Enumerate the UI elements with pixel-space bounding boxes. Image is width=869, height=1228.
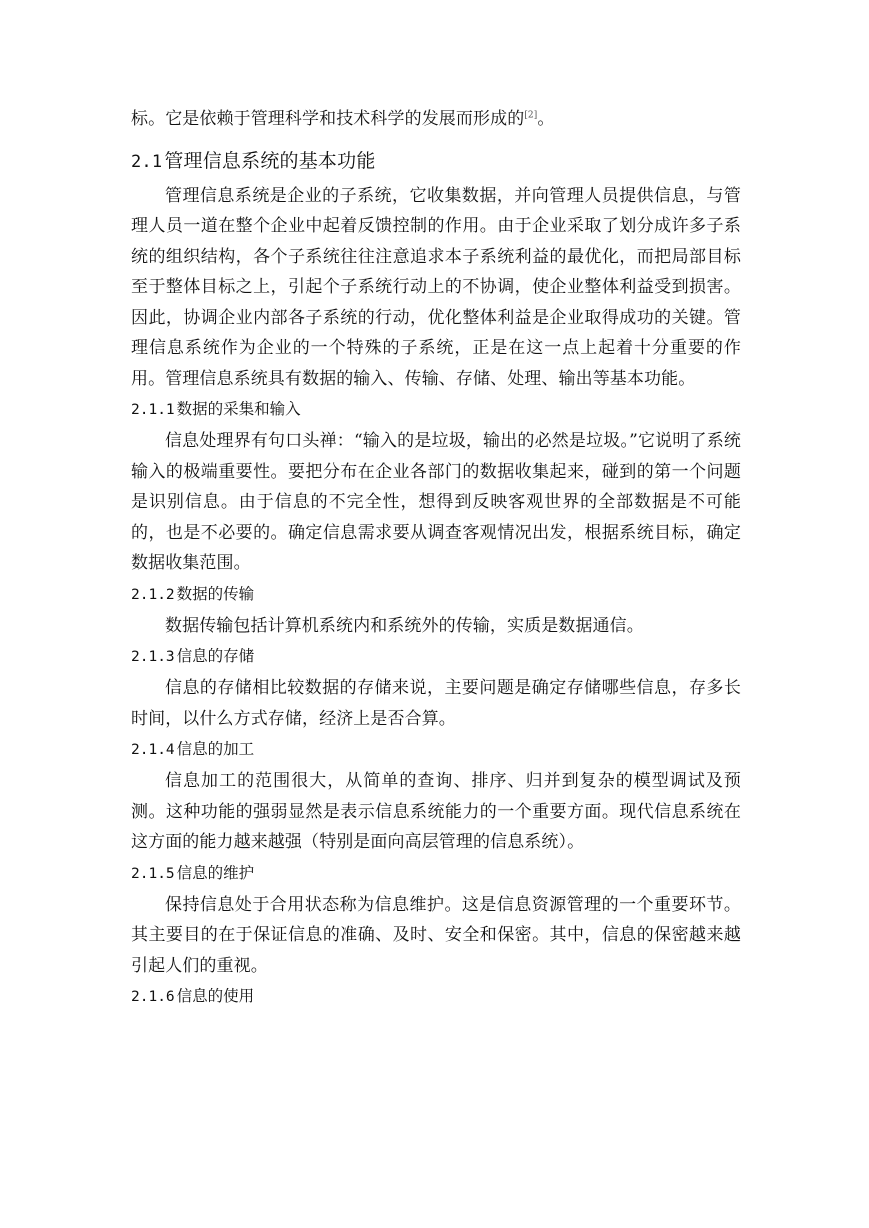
subsection-heading <box>131 983 741 1011</box>
subsection-paragraph: 信息处理界有句口头禅：“输入的是垃圾，输出的必然是垃圾。”它说明了系统输入的极端重要性。要把分布在企业各部门的数据收集起来，碰到的第一个问题是识别信息。由于信息的不完全性，想得到反映客观世界的全部数据是不可能的，也是不必要的。确定信息需求要从调查客观情况出发，根据系统目标，确定数据收集范围。 <box>131 431 741 573</box>
subsection-number: 2.1.6 <box>131 989 175 1005</box>
subsection-title: 信息的存储 <box>176 647 255 665</box>
subsection-number: 2.1.2 <box>131 586 175 603</box>
subsection-paragraph: 保持信息处于合用状态称为信息维护。这是信息资源管理的一个重要环节。其主要目的在于保证信息的准确、及时、安全和保密。其中，信息的保密越来越引起人们的重视。 <box>131 894 741 976</box>
intro-text: 标。它是依赖于管理科学和技术科学的发展而形成的 <box>131 109 525 129</box>
subsection-number: 2.1.3 <box>131 649 175 665</box>
citation-marker: [2] <box>524 110 538 121</box>
intro-end: 。 <box>537 109 555 129</box>
subsection-number: 2.1.4 <box>131 742 175 758</box>
subsection-heading <box>131 736 741 764</box>
subsection-title: 信息的使用 <box>176 987 255 1005</box>
subsection-heading <box>131 581 741 609</box>
section-title: 管理信息系统的基本功能 <box>164 149 376 172</box>
section-number: 2.1 <box>131 151 163 172</box>
subsection-number: 2.1.1 <box>131 402 175 418</box>
subsection-heading <box>131 643 741 671</box>
document-body <box>131 104 741 1013</box>
subsection-heading <box>131 860 741 888</box>
subsection-paragraph: 信息的存储相比较数据的存储来说，主要问题是确定存储哪些信息，存多长时间，以什么方式存储，经济上是否合算。 <box>131 678 741 729</box>
subsection-title: 数据的传输 <box>176 584 255 603</box>
subsection-paragraph: 信息加工的范围很大，从简单的查询、排序、归并到复杂的模型调试及预测。这种功能的强弱显然是表示信息系统能力的一个重要方面。现代信息系统在这方面的能力越来越强（特别是面向高层管理的信息系统）。 <box>131 771 741 852</box>
intro-paragraph <box>131 104 741 135</box>
subsection-paragraph: 数据传输包括计算机系统内和系统外的传输，实质是数据通信。 <box>165 615 644 636</box>
subsection-title: 信息的维护 <box>176 863 255 882</box>
subsection-number: 2.1.5 <box>131 865 175 882</box>
subsection-title: 数据的采集和输入 <box>176 400 301 418</box>
subsection-heading <box>131 396 741 424</box>
subsection-title: 信息的加工 <box>176 740 255 758</box>
section-paragraph: 管理信息系统是企业的子系统，它收集数据，并向管理人员提供信息，与管理人员一道在整个企业中起着反馈控制的作用。由于企业采取了划分成许多子系统的组织结构，各个子系统往往注意追求本子系统利益的最优化，而把局部目标至于整体目标之上，引起个子系统行动上的不协调，使企业整体利益受到损害。因此，协调企业内部各子系统的行动，优化整体利益是企业取得成功的关键。管理信息系统作为企业的一个特殊的子系统，正是在这一点上起着十分重要的作用。管理信息系统具有数据的输入、传输、存储、处理、输出等基本功能。 <box>131 185 741 389</box>
section-heading <box>131 146 741 177</box>
